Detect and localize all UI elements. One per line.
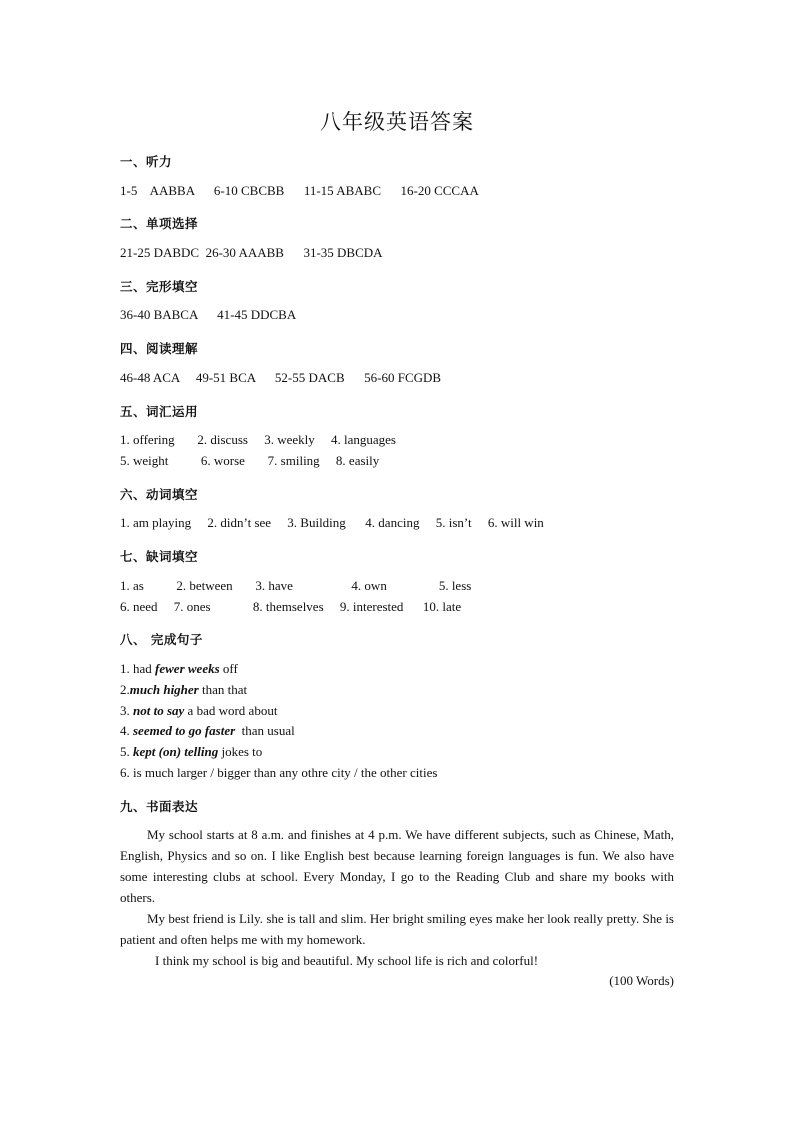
section-heading-writing: 九、书面表达 [120, 799, 199, 814]
vocabulary-answers-line2: 5. weight 6. worse 7. smiling 8. easily [120, 453, 380, 468]
section-heading-listening: 一、听力 [120, 154, 173, 169]
essay-paragraph-1: My school starts at 8 a.m. and finishes at 4 p.m. We have different subjects, such as Chinese, Math, English, Physics and so on. I like English best because learning foreign languages is fun. We also have some interesting clubs at school. Every Monday, I go to the Reading Club and share my books with others. [120, 827, 674, 905]
verb-fill-answers: 1. am playing 2. didn’t see 3. Building 4. dancing 5. isn’t 6. will win [120, 515, 544, 530]
sentence-item: 3. not to say a bad word about [120, 703, 278, 718]
word-fill-answers-line1: 1. as 2. between 3. have 4. own 5. less [120, 578, 472, 593]
word-count: (100 Words) [609, 973, 674, 988]
essay-paragraph-3: I think my school is big and beautiful. My school life is rich and colorful! [155, 953, 539, 968]
essay-paragraph-2: My best friend is Lily. she is tall and slim. Her bright smiling eyes make her look really pretty. She is patient and often helps me with my homework. [120, 911, 674, 947]
section-heading-word-fill: 七、缺词填空 [120, 549, 199, 564]
single-choice-answers: 21-25 DABDC 26-30 AAABB 31-35 DBCDA [120, 245, 383, 260]
sentence-item: 1. had fewer weeks off [120, 661, 238, 676]
sentence-item: 2.much higher than that [120, 682, 248, 697]
section-heading-complete-sentences: 八、 完成句子 [120, 632, 203, 647]
section-heading-cloze: 三、完形填空 [120, 279, 199, 294]
cloze-answers: 36-40 BABCA 41-45 DDCBA [120, 307, 297, 322]
section-heading-vocabulary: 五、词汇运用 [120, 404, 199, 419]
sentence-item: 6. is much larger / bigger than any othre city / the other cities [120, 765, 438, 780]
vocabulary-answers-line1: 1. offering 2. discuss 3. weekly 4. languages [120, 432, 396, 447]
section-heading-verb-fill: 六、动词填空 [120, 487, 199, 502]
sentence-item: 4. seemed to go faster than usual [120, 723, 295, 738]
section-heading-single-choice: 二、单项选择 [120, 216, 199, 231]
listening-answers: 1-5 AABBA 6-10 CBCBB 11-15 ABABC 16-20 CCCAA [120, 183, 479, 198]
sentence-item: 5. kept (on) telling jokes to [120, 744, 263, 759]
reading-answers: 46-48 ACA 49-51 BCA 52-55 DACB 56-60 FCGDB [120, 370, 442, 385]
section-heading-reading: 四、阅读理解 [120, 341, 199, 356]
word-fill-answers-line2: 6. need 7. ones 8. themselves 9. interested 10. late [120, 599, 462, 614]
page-title: 八年级英语答案 [320, 110, 474, 134]
